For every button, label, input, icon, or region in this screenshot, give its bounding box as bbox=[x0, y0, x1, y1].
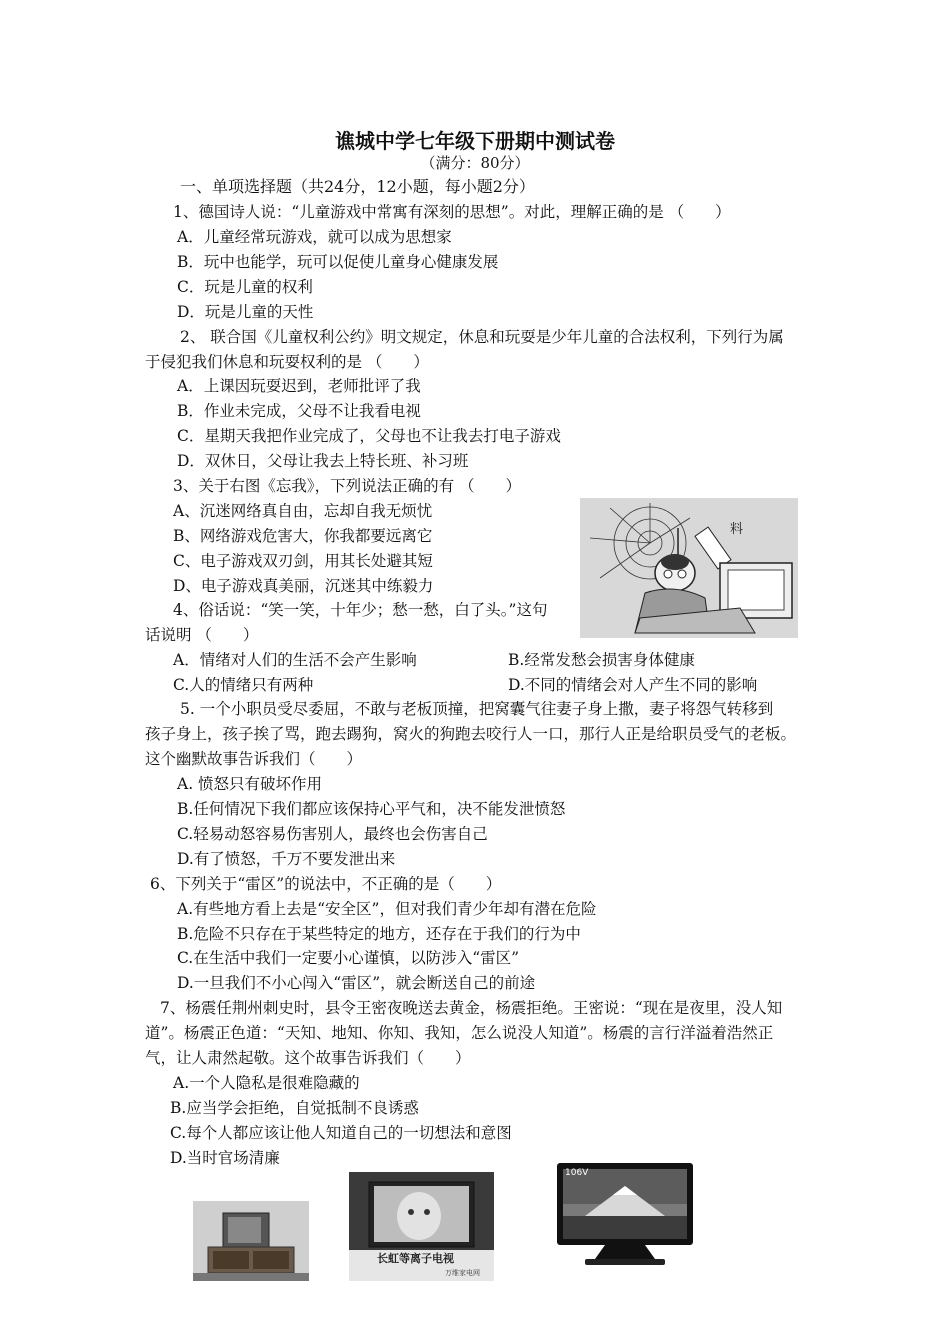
q2-stem-line1: 2、 联合国《儿童权利公约》明文规定，休息和玩耍是少年儿童的合法权利，下列行为属 bbox=[180, 328, 784, 346]
q6-stem: 6、下列关于“雷区”的说法中，不正确的是（ ） bbox=[150, 875, 502, 893]
q6-option-a: A.有些地方看上去是“安全区”，但对我们青少年却有潜在危险 bbox=[177, 900, 597, 918]
lcd-tv-label: 106V bbox=[565, 1168, 589, 1178]
q7-option-a: A.一个人隐私是很难隐藏的 bbox=[173, 1074, 360, 1092]
q5-option-d: D.有了愤怒，千万不要发泄出来 bbox=[177, 850, 396, 868]
page-subtitle: （满分：80分） bbox=[420, 154, 530, 172]
q7-option-d: D.当时官场清廉 bbox=[170, 1149, 280, 1167]
q4-option-a: A．情绪对人们的生活不会产生影响 bbox=[173, 651, 417, 669]
q4-stem-line1: 4、俗话说：“笑一笑，十年少；愁一愁，白了头。”这句 bbox=[173, 601, 548, 619]
q2-stem-line2: 于侵犯我们休息和玩耍权利的是 （ ） bbox=[145, 353, 429, 371]
q7-option-c: C.每个人都应该让他人知道自己的一切想法和意图 bbox=[170, 1124, 512, 1142]
q4-option-c: C.人的情绪只有两种 bbox=[173, 676, 314, 694]
lcd-tv-photo bbox=[555, 1161, 695, 1267]
forget-self-cartoon-image bbox=[580, 498, 798, 638]
old-tv-photo bbox=[193, 1201, 309, 1281]
q2-option-d: D．双休日，父母让我去上特长班、补习班 bbox=[177, 452, 469, 470]
q6-option-d: D.一旦我们不小心闯入“雷区”，就会断送自己的前途 bbox=[177, 974, 536, 992]
q1-stem: 1、德国诗人说：“儿童游戏中常寓有深刻的思想”。对此，理解正确的是 （ ） bbox=[173, 203, 731, 221]
q4-stem-line2: 话说明 （ ） bbox=[145, 626, 259, 644]
q5-stem-line2: 孩子身上，孩子挨了骂，跑去踢狗，窝火的狗跑去咬行人一口，那行人正是给职员受气的老板。 bbox=[145, 725, 797, 743]
q1-option-a: A．儿童经常玩游戏，就可以成为思想家 bbox=[177, 228, 452, 246]
section-heading: 一、单项选择题（共24分，12小题，每小题2分） bbox=[180, 177, 535, 196]
q2-option-a: A．上课因玩耍迟到，老师批评了我 bbox=[177, 377, 421, 395]
q3-stem: 3、关于右图《忘我》，下列说法正确的有 （ ） bbox=[173, 477, 522, 495]
q3-option-a: A、沉迷网络真自由，忘却自我无烦忧 bbox=[173, 502, 433, 520]
bottle-label: 料 bbox=[730, 522, 744, 537]
q4-option-d: D.不同的情绪会对人产生不同的影响 bbox=[508, 676, 758, 694]
q6-option-b: B.危险不只存在于某些特定的地方，还存在于我们的行为中 bbox=[177, 925, 581, 943]
q7-stem-line3: 气，让人肃然起敬。这个故事告诉我们（ ） bbox=[145, 1049, 471, 1067]
q2-option-b: B．作业未完成，父母不让我看电视 bbox=[177, 402, 421, 420]
q2-option-c: C．星期天我把作业完成了，父母也不让我去打电子游戏 bbox=[177, 427, 561, 445]
q3-option-c: C、电子游戏双刃剑，用其长处避其短 bbox=[173, 552, 433, 570]
q1-option-d: D．玩是儿童的天性 bbox=[177, 303, 314, 321]
q7-stem-line2: 道”。杨震正色道：“天知、地知、你知、我知，怎么说没人知道”。杨震的言行洋溢着浩然正 bbox=[145, 1024, 774, 1042]
q1-option-c: C．玩是儿童的权利 bbox=[177, 278, 313, 296]
q7-option-b: B.应当学会拒绝，自觉抵制不良诱惑 bbox=[170, 1099, 419, 1117]
q3-option-d: D、电子游戏真美丽，沉迷其中练毅力 bbox=[173, 577, 434, 595]
plasma-tv-caption: 长虹等离子电视 bbox=[377, 1252, 454, 1265]
q5-option-a: A. 愤怒只有破坏作用 bbox=[177, 775, 323, 793]
q5-option-c: C.轻易动怒容易伤害别人，最终也会伤害自己 bbox=[177, 825, 488, 843]
q7-stem-line1: 7、杨震任荆州刺史时，县令王密夜晚送去黄金，杨震拒绝。王密说：“现在是夜里，没人知 bbox=[160, 999, 783, 1017]
page-title: 谯城中学七年级下册期中测试卷 bbox=[335, 129, 615, 153]
plasma-tv-photo bbox=[349, 1172, 494, 1281]
q6-option-c: C.在生活中我们一定要小心谨慎，以防涉入“雷区” bbox=[177, 949, 520, 967]
q1-option-b: B．玩中也能学，玩可以促使儿童身心健康发展 bbox=[177, 253, 499, 271]
q3-option-b: B、网络游戏危害大，你我都要远离它 bbox=[173, 527, 433, 545]
q5-stem-line1: 5. 一个小职员受尽委屈，不敢与老板顶撞，把窝囊气往妻子身上撒，妻子将怨气转移到 bbox=[180, 700, 774, 718]
plasma-tv-watermark: 万维家电网 bbox=[445, 1269, 480, 1277]
q5-option-b: B.任何情况下我们都应该保持心平气和，决不能发泄愤怒 bbox=[177, 800, 566, 818]
q5-stem-line3: 这个幽默故事告诉我们（ ） bbox=[145, 750, 363, 768]
q4-option-b: B.经常发愁会损害身体健康 bbox=[508, 651, 695, 669]
